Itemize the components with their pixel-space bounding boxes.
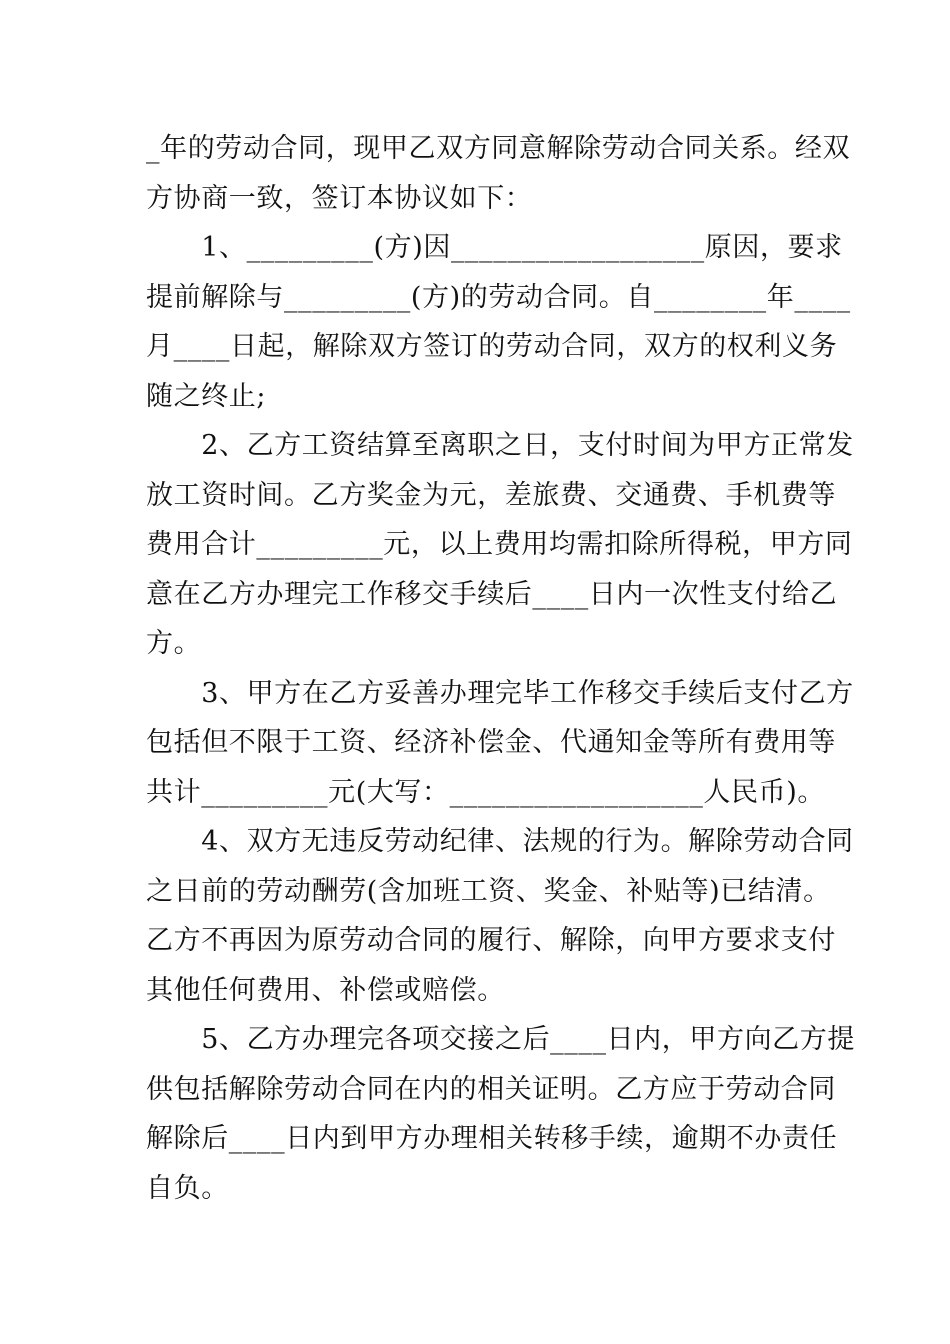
clause-5: [146, 1015, 855, 1213]
text-line: 之日前的劳动酬劳(含加班工资、奖金、补贴等)已结清。: [146, 875, 831, 907]
text-line: 5、乙方办理完各项交接之后____日内，甲方向乙方提: [146, 1024, 855, 1055]
text-line: 2、乙方工资结算至离职之日，支付时间为甲方正常发: [146, 430, 854, 461]
text-line: 放工资时间。乙方奖金为元，差旅费、交通费、手机费等: [146, 479, 836, 511]
clause-1: [146, 223, 851, 421]
clause-4: [146, 817, 854, 1015]
text-line: 方。: [146, 628, 202, 659]
document-body: [146, 124, 855, 1213]
text-line: 包括但不限于工资、经济补偿金、代通知金等所有费用等: [146, 727, 836, 758]
clause-2: [146, 421, 854, 669]
text-line: 提前解除与_________(方)的劳动合同。自________年____: [146, 281, 851, 313]
text-line: 其他任何费用、补偿或赔偿。: [146, 974, 505, 1006]
clause-3: [146, 669, 854, 818]
text-line: 1、_________(方)因__________________原因，要求: [146, 232, 843, 263]
intro-paragraph: [146, 124, 851, 223]
text-line: 月____日起，解除双方签订的劳动合同，双方的权利义务: [146, 331, 838, 362]
text-line: 费用合计_________元，以上费用均需扣除所得税，甲方同: [146, 529, 853, 560]
text-line: 共计_________元(大写：__________________人民币)。: [146, 776, 825, 808]
text-line: _年的劳动合同，现甲乙双方同意解除劳动合同关系。经双: [146, 133, 851, 164]
text-line: 4、双方无违反劳动纪律、法规的行为。解除劳动合同: [146, 826, 854, 857]
text-line: 乙方不再因为原劳动合同的履行、解除，向甲方要求支付: [146, 925, 836, 956]
text-line: 自负。: [146, 1172, 229, 1204]
text-line: 3、甲方在乙方妥善办理完毕工作移交手续后支付乙方: [146, 677, 854, 709]
text-line: 解除后____日内到甲方办理相关转移手续，逾期不办责任: [146, 1123, 838, 1154]
text-line: 供包括解除劳动合同在内的相关证明。乙方应于劳动合同: [146, 1073, 836, 1105]
text-line: 意在乙方办理完工作移交手续后____日内一次性支付给乙: [146, 578, 838, 610]
text-line: 随之终止;: [146, 380, 267, 412]
text-line: 方协商一致，签订本协议如下：: [146, 182, 533, 214]
